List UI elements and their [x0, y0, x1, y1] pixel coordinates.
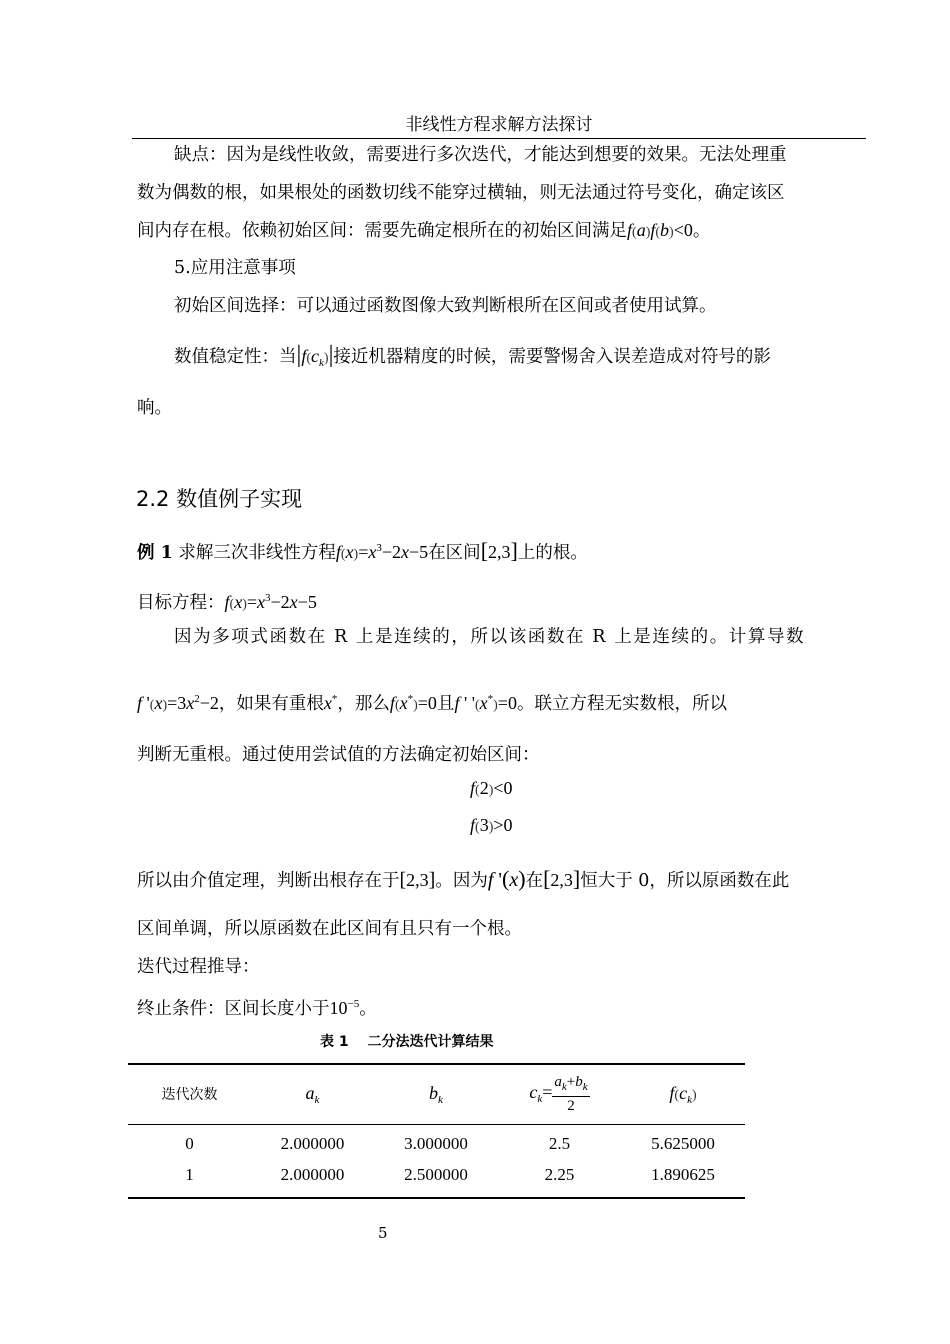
stop-end: 。: [359, 999, 377, 1019]
bisection-results-table: [128, 1063, 745, 1199]
header-ck: $c_k=$ $\frac{a_k+b_k}{2}$: [529, 1074, 588, 1115]
derivative-expr: f '$(x)=3x^2-2$: [137, 693, 219, 713]
iteration-label: 迭代过程推导：: [137, 957, 260, 977]
page-number: 5: [378, 1224, 388, 1242]
table-row: [128, 1124, 745, 1159]
running-header: [132, 114, 866, 139]
conclusion-b: 。因为: [435, 871, 488, 891]
cell-ak: 2.000000: [280, 1133, 345, 1153]
value-f3: f(3)>0: [470, 815, 513, 835]
conclusion-line2: 区间单调，所以原函数在此区间有且只有一个根。: [137, 919, 522, 939]
header-iteration: 迭代次数: [161, 1087, 218, 1104]
conclusion-line1: [137, 868, 789, 892]
cell-ak: 2.000000: [280, 1164, 345, 1184]
para1-line1: 缺点：因为是线性收敛，需要进行多次迭代，才能达到想要的效果。无法处理重: [174, 145, 787, 165]
para1-line3: [137, 219, 710, 244]
para1-line3-text: 间内存在根。依赖初始区间：需要先确定根所在的初始区间满足: [137, 221, 627, 241]
header-fck: $f(c_k)$: [669, 1082, 697, 1106]
reasoning-mid1: ，如果有重根: [218, 694, 324, 714]
cell-fck: 5.625000: [651, 1133, 715, 1153]
initial-interval-text: 初始区间选择：可以通过函数图像大致判断根所在区间或者使用试算。: [174, 296, 717, 316]
stability-line1: [174, 344, 771, 374]
cell-ck: 2.5: [548, 1133, 571, 1153]
reasoning-line1: 因为多项式函数在 R 上是连续的，所以该函数在 R 上是连续的。计算导数: [174, 627, 806, 647]
para1-line2: 数为偶数的根，如果根处的函数切线不能穿过横轴，则无法通过符号变化，确定该区: [137, 183, 785, 203]
target-equation: $f(x)=x^3-2x-5$: [224, 592, 317, 612]
conclusion-deriv: f '(x): [487, 866, 526, 891]
reasoning-and: 且: [436, 694, 455, 714]
abs-f-ck: $|f(c_k)|$: [296, 342, 334, 369]
value-f2: f(2)<0: [470, 778, 513, 798]
reasoning-mid2: ，那么: [337, 694, 390, 714]
stability-before: 数值稳定性：当: [174, 347, 297, 367]
table-caption: 表 1 二分法迭代计算结果: [320, 1034, 494, 1050]
table-row: [128, 1159, 745, 1198]
header-ak: $a_k$: [305, 1082, 320, 1106]
conclusion-a: 所以由介值定理，判断出根存在于: [137, 871, 400, 891]
reasoning-line2: [137, 688, 727, 717]
cell-iter: 1: [185, 1164, 194, 1184]
example1-interval: [2,3]: [480, 538, 518, 563]
cell-bk: 2.500000: [404, 1164, 468, 1184]
root-xstar: x*: [323, 693, 338, 713]
reasoning-end: 。联立方程无实数根，所以: [516, 694, 727, 714]
cond-f-xstar: f(x*)=0: [389, 693, 437, 713]
header-title: 非线性方程求解方法探讨: [405, 115, 593, 135]
stability-line2: 响。: [137, 398, 172, 418]
reasoning-line3: 判断无重根。通过使用尝试值的方法确定初始区间：: [137, 745, 540, 765]
stop-line: [137, 993, 377, 1020]
stop-value: $10^{-5}$: [329, 998, 360, 1018]
example1-text-c: 上的根。: [517, 543, 588, 563]
section-2-2-title: 2.2 数值例子实现: [136, 487, 303, 511]
conclusion-c: 在: [525, 871, 544, 891]
target-label: 目标方程：: [137, 593, 225, 613]
cell-ck: 2.25: [544, 1164, 575, 1184]
header-bk: $b_k$: [429, 1082, 443, 1106]
example1-equation: $f(x)=x^3-2x-5$: [335, 542, 429, 562]
conclusion-d: 恒大于 0，所以原函数在此: [580, 871, 790, 891]
target-line: [137, 587, 317, 616]
para1-line3-end: 。: [692, 221, 711, 241]
example1-label: 例 1: [137, 543, 173, 563]
example1-text-a: 求解三次非线性方程: [178, 543, 336, 563]
stop-text: 终止条件：区间长度小于: [137, 999, 330, 1019]
conclusion-interval2: [2,3]: [543, 866, 581, 891]
cell-bk: 3.000000: [404, 1133, 468, 1153]
example1-text-b: 在区间: [428, 543, 481, 563]
example1-line: [137, 537, 588, 566]
cell-fck: 1.890625: [651, 1164, 715, 1184]
cond-f2-xstar: f ' '(x*)=0: [454, 693, 517, 713]
cell-iter: 0: [185, 1133, 194, 1153]
conclusion-interval1: [2,3]: [399, 869, 436, 891]
stability-after: 接近机器精度的时候，需要警惕舍入误差造成对符号的影: [333, 347, 771, 367]
table-header-row: [128, 1064, 745, 1124]
condition-fafb: f(a)f(b)<0: [627, 220, 693, 240]
section5-title: 5.应用注意事项: [174, 258, 296, 278]
